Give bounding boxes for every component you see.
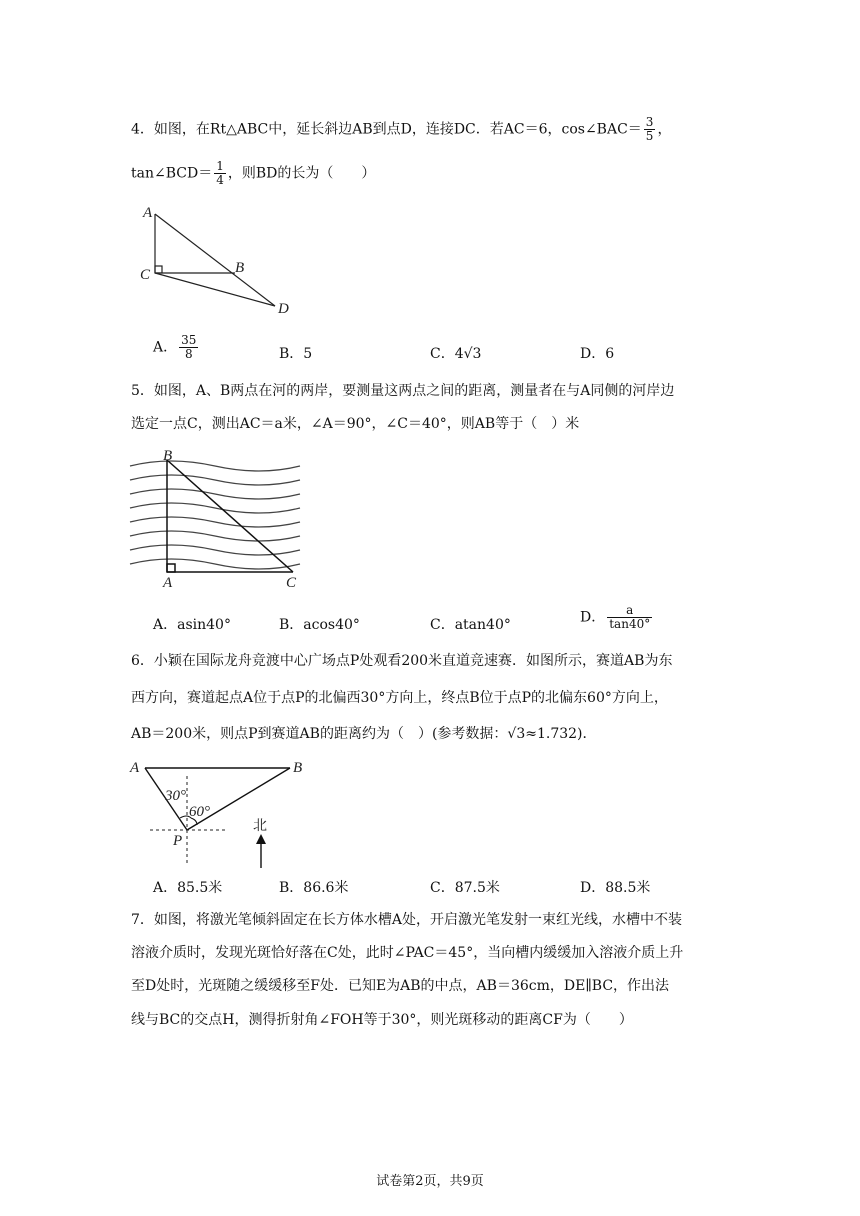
q7-line4: 线与BC的交点H，测得折射角∠FOH等于30°，则光斑移动的距离CF为（ ）: [131, 1012, 633, 1028]
q4-option-c[interactable]: C．4√3: [430, 346, 482, 362]
q5-label-b: B: [163, 448, 173, 464]
q4-option-a[interactable]: A． $\frac{35}{8}$: [153, 333, 197, 361]
q4-label-b: B: [235, 260, 245, 276]
page-footer: 试卷第2页，共9页: [376, 1174, 484, 1189]
q7-line2: 溶液介质时，发现光斑恰好落在C处，此时∠PAC＝45°，当向槽内缓缓加入溶液介质上升: [131, 945, 684, 961]
q4-option-d[interactable]: D．6: [580, 346, 615, 362]
q6-label-p: P: [173, 833, 183, 849]
q6-line2: 西方向，赛道起点A位于点P的北偏西30°方向上，终点B位于点P的北偏东60°方向上，: [131, 690, 668, 706]
q6-figure: [125, 756, 325, 871]
river-waves: [130, 461, 300, 569]
q5-option-c[interactable]: C．atan40°: [430, 617, 511, 633]
q5-line2: 选定一点C，测出AC＝a米，∠A＝90°，∠C＝40°，则AB等于（ ）米: [131, 416, 580, 432]
q5-option-d[interactable]: D． $\frac{a}{\tan 40^\circ}$: [580, 603, 651, 631]
q4-frac-cos: $\frac{3}{5}$: [645, 115, 654, 143]
q6-option-a[interactable]: A．85.5米: [153, 880, 223, 896]
q4-line2: tan∠BCD＝ $\frac{1}{4}$ ，则BD的长为（ ）: [131, 159, 376, 187]
q6-line3: AB＝200米，则点P到赛道AB的距离约为（ ）(参考数据：√3≈1.732)．: [131, 726, 597, 742]
q5-figure: [125, 448, 310, 590]
q5-option-a[interactable]: A．asin40°: [153, 617, 231, 633]
q7-line3: 至D处时，光斑随之缓缓移至F处．已知E为AB的中点，AB＝36cm，DE∥BC，作出法: [131, 978, 670, 994]
q5-label-a: A: [163, 575, 173, 590]
q4-frac-tan: $\frac{1}{4}$: [216, 159, 224, 187]
q4-figure: [135, 200, 305, 320]
q6-line1: 6．小颖在国际龙舟竞渡中心广场点P处观看200米直道竞速赛．如图所示，赛道AB为东: [131, 653, 673, 669]
q4-label-a: A: [143, 205, 153, 221]
q6-angle-30: 30°: [165, 788, 186, 804]
north-arrow-icon: [256, 834, 266, 868]
q5-line1: 5．如图，A、B两点在河的两岸，要测量这两点之间的距离，测量者在与A同侧的河岸边: [131, 383, 675, 399]
q4-option-b[interactable]: B．5: [279, 346, 313, 362]
q4-line1: 4．如图，在Rt△ABC中，延长斜边AB到点D，连接DC．若AC＝6，cos∠BAC＝ $\frac{3}{5}$ ，: [131, 115, 672, 143]
q7-line1: 7．如图，将激光笔倾斜固定在长方体水槽A处，开启激光笔发射一束红光线，水槽中不装: [131, 912, 683, 928]
q4-label-c: C: [140, 267, 151, 283]
q6-option-d[interactable]: D．88.5米: [580, 880, 651, 896]
q5-option-b[interactable]: B．acos40°: [279, 617, 360, 633]
q4-label-d: D: [278, 301, 289, 317]
q6-label-b: B: [293, 760, 303, 776]
q6-option-c[interactable]: C．87.5米: [430, 880, 500, 896]
q6-angle-60: 60°: [189, 804, 210, 820]
q5-label-c: C: [286, 575, 297, 590]
q6-north-label: 北: [253, 818, 267, 834]
q6-label-a: A: [130, 760, 140, 776]
q6-option-b[interactable]: B．86.6米: [279, 880, 349, 896]
